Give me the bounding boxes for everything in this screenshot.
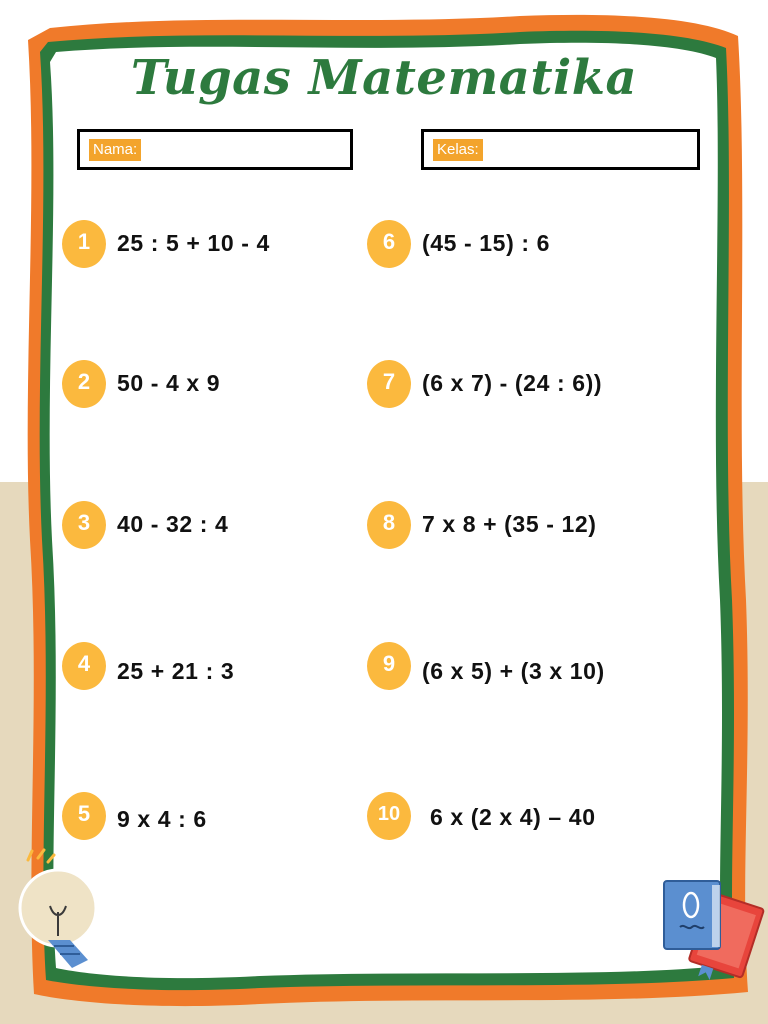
problem-expression: (45 - 15) : 6 [422,230,550,256]
problem-expression: 40 - 32 : 4 [117,511,229,537]
problem-number-badge: 10 [367,792,411,840]
name-field[interactable] [77,129,353,170]
problem-number-badge: 9 [367,642,411,690]
problem-expression: (6 x 7) - (24 : 6)) [422,370,603,396]
problem-expression: 9 x 4 : 6 [117,806,207,832]
lightbulb-icon [14,848,104,973]
problem-number-badge: 1 [62,220,106,268]
problem-expression: 50 - 4 x 9 [117,370,221,396]
problem-number-badge: 3 [62,501,106,549]
name-label: Nama: [89,139,141,161]
class-label: Kelas: [433,139,483,161]
page-title: Tugas Matematika [130,50,638,106]
problem-expression: 6 x (2 x 4) – 40 [430,804,596,830]
books-icon [660,875,768,985]
problem-number-badge: 4 [62,642,106,690]
problem-number-badge: 2 [62,360,106,408]
problem-number-badge: 8 [367,501,411,549]
problem-number-badge: 5 [62,792,106,840]
problem-expression: 7 x 8 + (35 - 12) [422,511,597,537]
problem-expression: (6 x 5) + (3 x 10) [422,658,605,684]
problem-expression: 25 + 21 : 3 [117,658,235,684]
problem-number-badge: 7 [367,360,411,408]
problem-number-badge: 6 [367,220,411,268]
class-field[interactable] [421,129,700,170]
problem-expression: 25 : 5 + 10 - 4 [117,230,270,256]
